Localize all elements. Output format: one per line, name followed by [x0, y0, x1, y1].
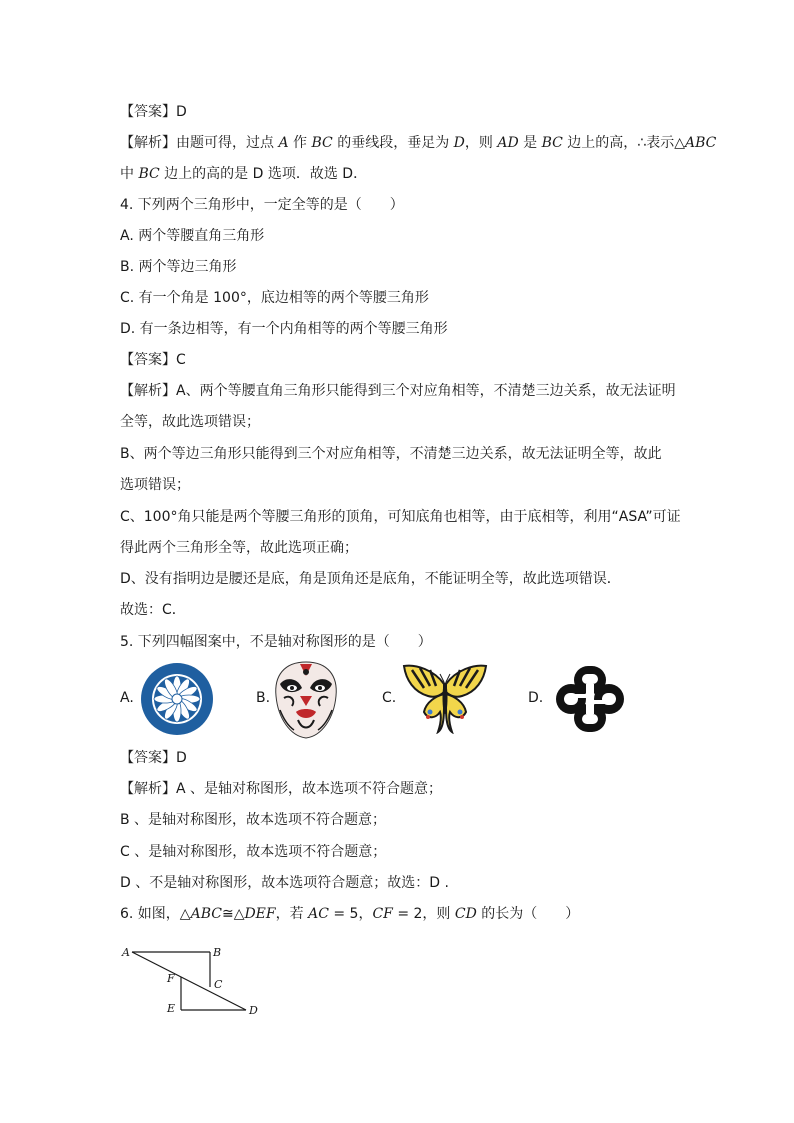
figure-label-a: A — [122, 946, 130, 959]
math-var: BC — [541, 135, 563, 151]
triangle-figure — [118, 940, 268, 1020]
math-var: AD — [497, 135, 519, 151]
math-var: D — [453, 135, 465, 151]
q3-analysis-line-1 — [120, 133, 716, 153]
text-segment: 的长为（ ） — [476, 906, 580, 922]
knot-icon — [552, 664, 628, 734]
text-segment: 【解析】由题可得，过点 — [120, 135, 279, 151]
text-segment: = 5， — [328, 906, 373, 922]
q5-option-label-b: B. — [256, 690, 271, 706]
q4-analysis-line: D、没有指明边是腰还是底，角是顶角还是底角，不能证明全等，故此选项错误． — [120, 571, 621, 587]
q4-option-b: B. 两个等边三角形 — [120, 259, 237, 275]
q4-analysis-line: 故选：C． — [120, 602, 186, 618]
text-segment: 的垂线段，垂足为 — [332, 135, 454, 151]
text-segment: = 2，则 — [392, 906, 455, 922]
text-segment: 中 — [120, 166, 139, 182]
text-segment: 边上的高的是 D 选项．故选 D． — [159, 166, 368, 182]
math-var: CF — [372, 906, 393, 922]
q5-analysis-line: 【解析】A 、是轴对称图形，故本选项不符合题意； — [120, 781, 443, 797]
q4-analysis-line: 【解析】A、两个等腰直角三角形只能得到三个对应角相等，不清楚三边关系，故无法证明 — [120, 383, 676, 399]
opera-mask-icon — [270, 660, 342, 740]
text-segment: 是 — [518, 135, 542, 151]
figure-label-f: F — [167, 972, 175, 985]
text-segment: 边上的高，∴表示△ — [562, 135, 685, 151]
q5-analysis-line: D 、不是轴对称图形，故本选项符合题意；故选：D . — [120, 875, 449, 891]
q4-analysis-line: 得此两个三角形全等，故此选项正确； — [120, 540, 358, 556]
q4-answer: 【答案】C — [120, 352, 186, 368]
flower-circle-icon — [140, 662, 214, 736]
text-segment: 作 — [288, 135, 312, 151]
q5-analysis-line: B 、是轴对称图形，故本选项不符合题意； — [120, 812, 387, 828]
math-var: △DEF — [233, 906, 276, 922]
math-var: ABC — [190, 906, 222, 922]
figure-label-e: E — [167, 1002, 176, 1015]
q5-stem: 5. 下列四幅图案中，不是轴对称图形的是（ ） — [120, 634, 432, 650]
text-segment: ，若 — [275, 906, 309, 922]
math-var: AC — [308, 906, 329, 922]
text-segment: 6. 如图，△ — [120, 906, 191, 922]
butterfly-icon — [400, 662, 490, 734]
math-var: ABC — [684, 135, 717, 151]
q5-option-label-d: D. — [528, 690, 544, 706]
math-var: BC — [311, 135, 333, 151]
q6-stem — [120, 904, 579, 924]
figure-label-c: C — [214, 978, 223, 991]
math-symbol: ≅ — [221, 906, 234, 922]
q4-option-a: A. 两个等腰直角三角形 — [120, 228, 265, 244]
math-var: A — [278, 135, 289, 151]
q4-analysis-line: 全等，故此选项错误； — [120, 414, 260, 430]
q4-option-d: D. 有一条边相等，有一个内角相等的两个等腰三角形 — [120, 321, 448, 337]
math-var: CD — [454, 906, 477, 922]
q5-answer: 【答案】D — [120, 750, 187, 766]
q5-option-label-c: C. — [382, 690, 397, 706]
q4-analysis-line: 选项错误； — [120, 477, 190, 493]
q4-analysis-line: C、100°角只能是两个等腰三角形的顶角，可知底角也相等，由于底相等，利用“ASA”可证 — [120, 509, 681, 525]
q4-option-c: C. 有一个角是 100°，底边相等的两个等腰三角形 — [120, 290, 429, 306]
q3-analysis-line-2 — [120, 164, 367, 184]
figure-label-b: B — [213, 946, 222, 959]
q5-analysis-line: C 、是轴对称图形，故本选项不符合题意； — [120, 844, 387, 860]
q4-stem: 4. 下列两个三角形中，一定全等的是（ ） — [120, 197, 404, 213]
q5-option-label-a: A. — [120, 690, 134, 706]
q3-answer: 【答案】D — [120, 104, 187, 120]
text-segment: ，则 — [464, 135, 498, 151]
math-var: BC — [138, 166, 160, 182]
q4-analysis-line: B、两个等边三角形只能得到三个对应角相等，不清楚三边关系，故无法证明全等，故此 — [120, 446, 662, 462]
figure-label-d: D — [249, 1004, 258, 1017]
